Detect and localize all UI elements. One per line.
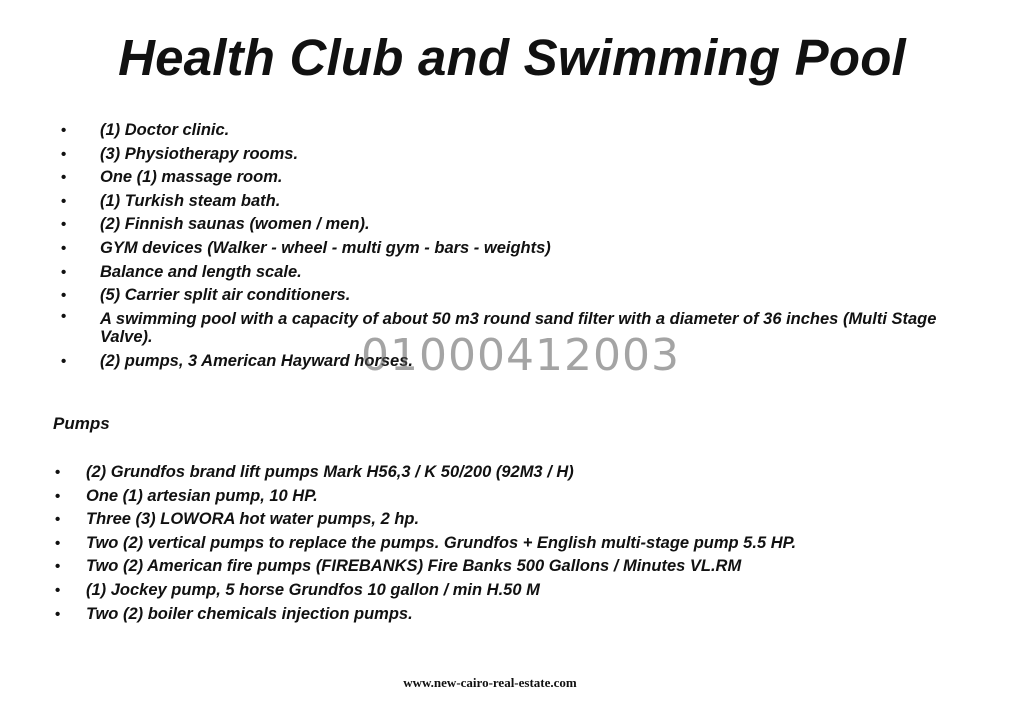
list-item-text: (3) Physiotherapy rooms. [100,144,299,163]
bullet: • [55,487,61,505]
list-item [61,119,960,143]
list-item-text: Balance and length scale. [100,262,302,281]
list-item-text: (2) Grundfos brand lift pumps Mark H56,3 / K 50/200 (92M3 / H) [86,463,574,481]
footer-url: www.new-cairo-real-estate.com [403,675,577,690]
bullet: • [61,263,67,281]
bullet: • [61,169,67,187]
list-item-text: (2) pumps, 3 American Hayward horses. [100,351,413,370]
list-item [55,532,986,556]
bullet: • [55,558,61,576]
bullet: • [61,239,67,257]
list-item [61,307,960,350]
list-item-text: (1) Doctor clinic. [100,121,230,139]
list-item [55,603,986,627]
bullet: • [61,145,67,163]
list-item-text: GYM devices (Walker - wheel - multi gym - bars - weights) [100,238,551,257]
list-item [61,166,960,190]
bullet: • [61,352,67,370]
list-item-text: One (1) artesian pump, 10 HP. [86,486,318,505]
amenities-list [61,119,960,373]
list-item-text: Three (3) LOWORA hot water pumps, 2 hp. [86,510,420,529]
pumps-heading: Pumps [53,414,110,433]
bullet: • [55,464,61,481]
list-item [55,579,986,603]
list-item-text: One (1) massage room. [100,168,283,187]
list-item [61,190,960,214]
list-item [61,284,960,308]
bullet: • [61,192,67,210]
list-item-text: A swimming pool with a capacity of about 50 m3 round sand filter with a diameter of 36 inches (Multi Stage Valve). [100,309,937,347]
list-item [61,261,960,285]
bullet: • [55,511,61,529]
bullet: • [55,581,61,599]
list-item [61,237,960,261]
list-item-text: Two (2) boiler chemicals injection pumps. [86,604,413,623]
page-title: Health Club and Swimming Pool [118,29,906,86]
bullet: • [55,605,61,623]
list-item [61,213,960,237]
bullet: • [61,307,67,325]
list-item [55,461,986,485]
list-item-text: (2) Finnish saunas (women / men). [100,215,370,234]
bullet: • [55,534,61,552]
list-item [61,350,960,374]
list-item-text: Two (2) American fire pumps (FIREBANKS) Fire Banks 500 Gallons / Minutes VL.RM [86,557,742,576]
list-item [61,143,960,167]
bullet: • [61,122,67,139]
bullet: • [61,287,67,305]
list-item-text: Two (2) vertical pumps to replace the pumps. Grundfos + English multi-stage pump 5.5 HP. [86,533,797,552]
list-item [55,508,986,532]
phone-watermark: 01000412003 [361,330,680,381]
list-item [55,555,986,579]
list-item-text: (5) Carrier split air conditioners. [100,286,351,305]
bullet: • [61,216,67,234]
list-item-text: (1) Turkish steam bath. [100,191,281,210]
pumps-list [55,461,986,626]
list-item-text: (1) Jockey pump, 5 horse Grundfos 10 gallon / min H.50 M [86,580,540,599]
list-item [55,485,986,509]
